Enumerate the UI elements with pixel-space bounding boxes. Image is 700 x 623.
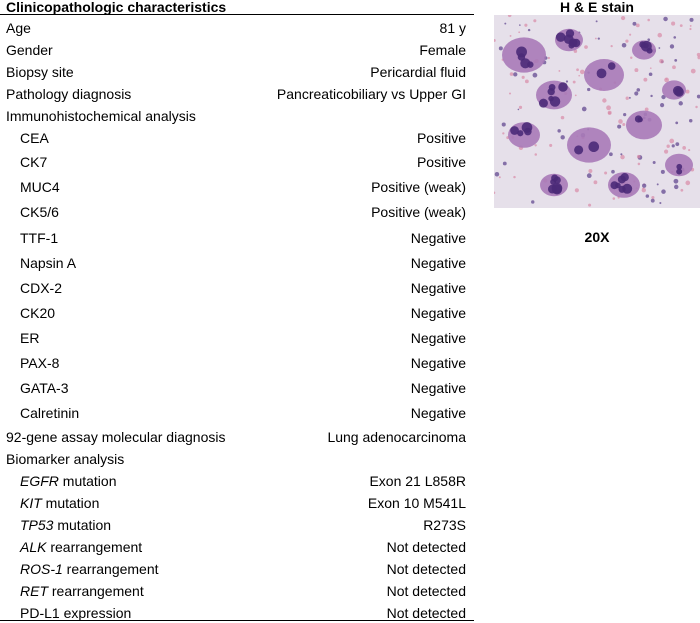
- gene-name: KIT: [20, 495, 42, 511]
- row-label: [20, 583, 144, 599]
- row-value: R273S: [423, 517, 466, 533]
- row-value: Positive: [416, 154, 466, 170]
- row-value: Lung adenocarcinoma: [327, 429, 466, 445]
- row-label: [20, 473, 116, 489]
- row-value: Not detected: [386, 583, 466, 599]
- row-label: [20, 539, 142, 555]
- row-label: MUC4: [20, 179, 60, 195]
- row-label: CEA: [20, 130, 49, 146]
- row-label: Calretinin: [20, 405, 80, 421]
- row-value: Positive (weak): [371, 179, 466, 195]
- row-value: Not detected: [386, 561, 466, 577]
- row-label: [20, 517, 111, 533]
- row-label-text: mutation: [58, 473, 117, 489]
- table-bottom-rule: [0, 620, 474, 621]
- he-stain-title: H & E stain: [560, 0, 634, 15]
- row-label-text: rearrangement: [62, 561, 159, 577]
- row-value: Negative: [410, 280, 466, 296]
- row-label: GATA-3: [20, 380, 69, 396]
- row-value: Negative: [410, 305, 466, 321]
- gene-name: TP53: [20, 517, 54, 533]
- table-header: Clinicopathologic characteristics: [0, 0, 474, 15]
- row-label-text: rearrangement: [46, 539, 143, 555]
- row-value: Negative: [410, 255, 466, 271]
- row-label: PAX-8: [20, 355, 60, 371]
- row-value: Not detected: [386, 605, 466, 621]
- row-label: CK20: [20, 305, 56, 321]
- gene-name: EGFR: [20, 473, 59, 489]
- row-label: [20, 495, 99, 511]
- gene-name: ROS-1: [20, 561, 63, 577]
- row-label-text: mutation: [41, 495, 100, 511]
- row-label: CDX-2: [20, 280, 63, 296]
- row-value: Negative: [410, 380, 466, 396]
- row-value: Exon 10 M541L: [367, 495, 466, 511]
- row-value: Female: [419, 42, 466, 58]
- row-label-text: mutation: [53, 517, 112, 533]
- row-value: Negative: [410, 355, 466, 371]
- he-stain-micrograph: [494, 15, 700, 208]
- row-value: Positive: [416, 130, 466, 146]
- row-label: CK5/6: [20, 204, 59, 220]
- row-label: Biomarker analysis: [6, 451, 125, 467]
- row-value: Pericardial fluid: [370, 64, 466, 80]
- row-label: Biopsy site: [6, 64, 74, 80]
- row-label-text: rearrangement: [48, 583, 144, 599]
- row-label: 92-gene assay molecular diagnosis: [6, 429, 226, 445]
- row-label: Age: [6, 20, 31, 36]
- row-value: Positive (weak): [371, 204, 466, 220]
- row-label: Gender: [6, 42, 53, 58]
- row-value: Not detected: [386, 539, 466, 555]
- gene-name: RET: [20, 583, 48, 599]
- row-value: Negative: [410, 330, 466, 346]
- row-label: Napsin A: [20, 255, 77, 271]
- gene-name: ALK: [20, 539, 47, 555]
- magnification-label: 20X: [584, 229, 610, 245]
- row-value: 81 y: [439, 20, 466, 36]
- row-label: [20, 561, 159, 577]
- row-value: Pancreaticobiliary vs Upper GI: [276, 86, 466, 102]
- row-label: Immunohistochemical analysis: [6, 108, 196, 124]
- row-value: Negative: [410, 230, 466, 246]
- row-label: PD-L1 expression: [20, 605, 132, 621]
- row-label: CK7: [20, 154, 48, 170]
- row-value: Exon 21 L858R: [369, 473, 466, 489]
- row-label: TTF-1: [20, 230, 59, 246]
- row-label: ER: [20, 330, 40, 346]
- row-value: Negative: [410, 405, 466, 421]
- row-label: Pathology diagnosis: [6, 86, 132, 102]
